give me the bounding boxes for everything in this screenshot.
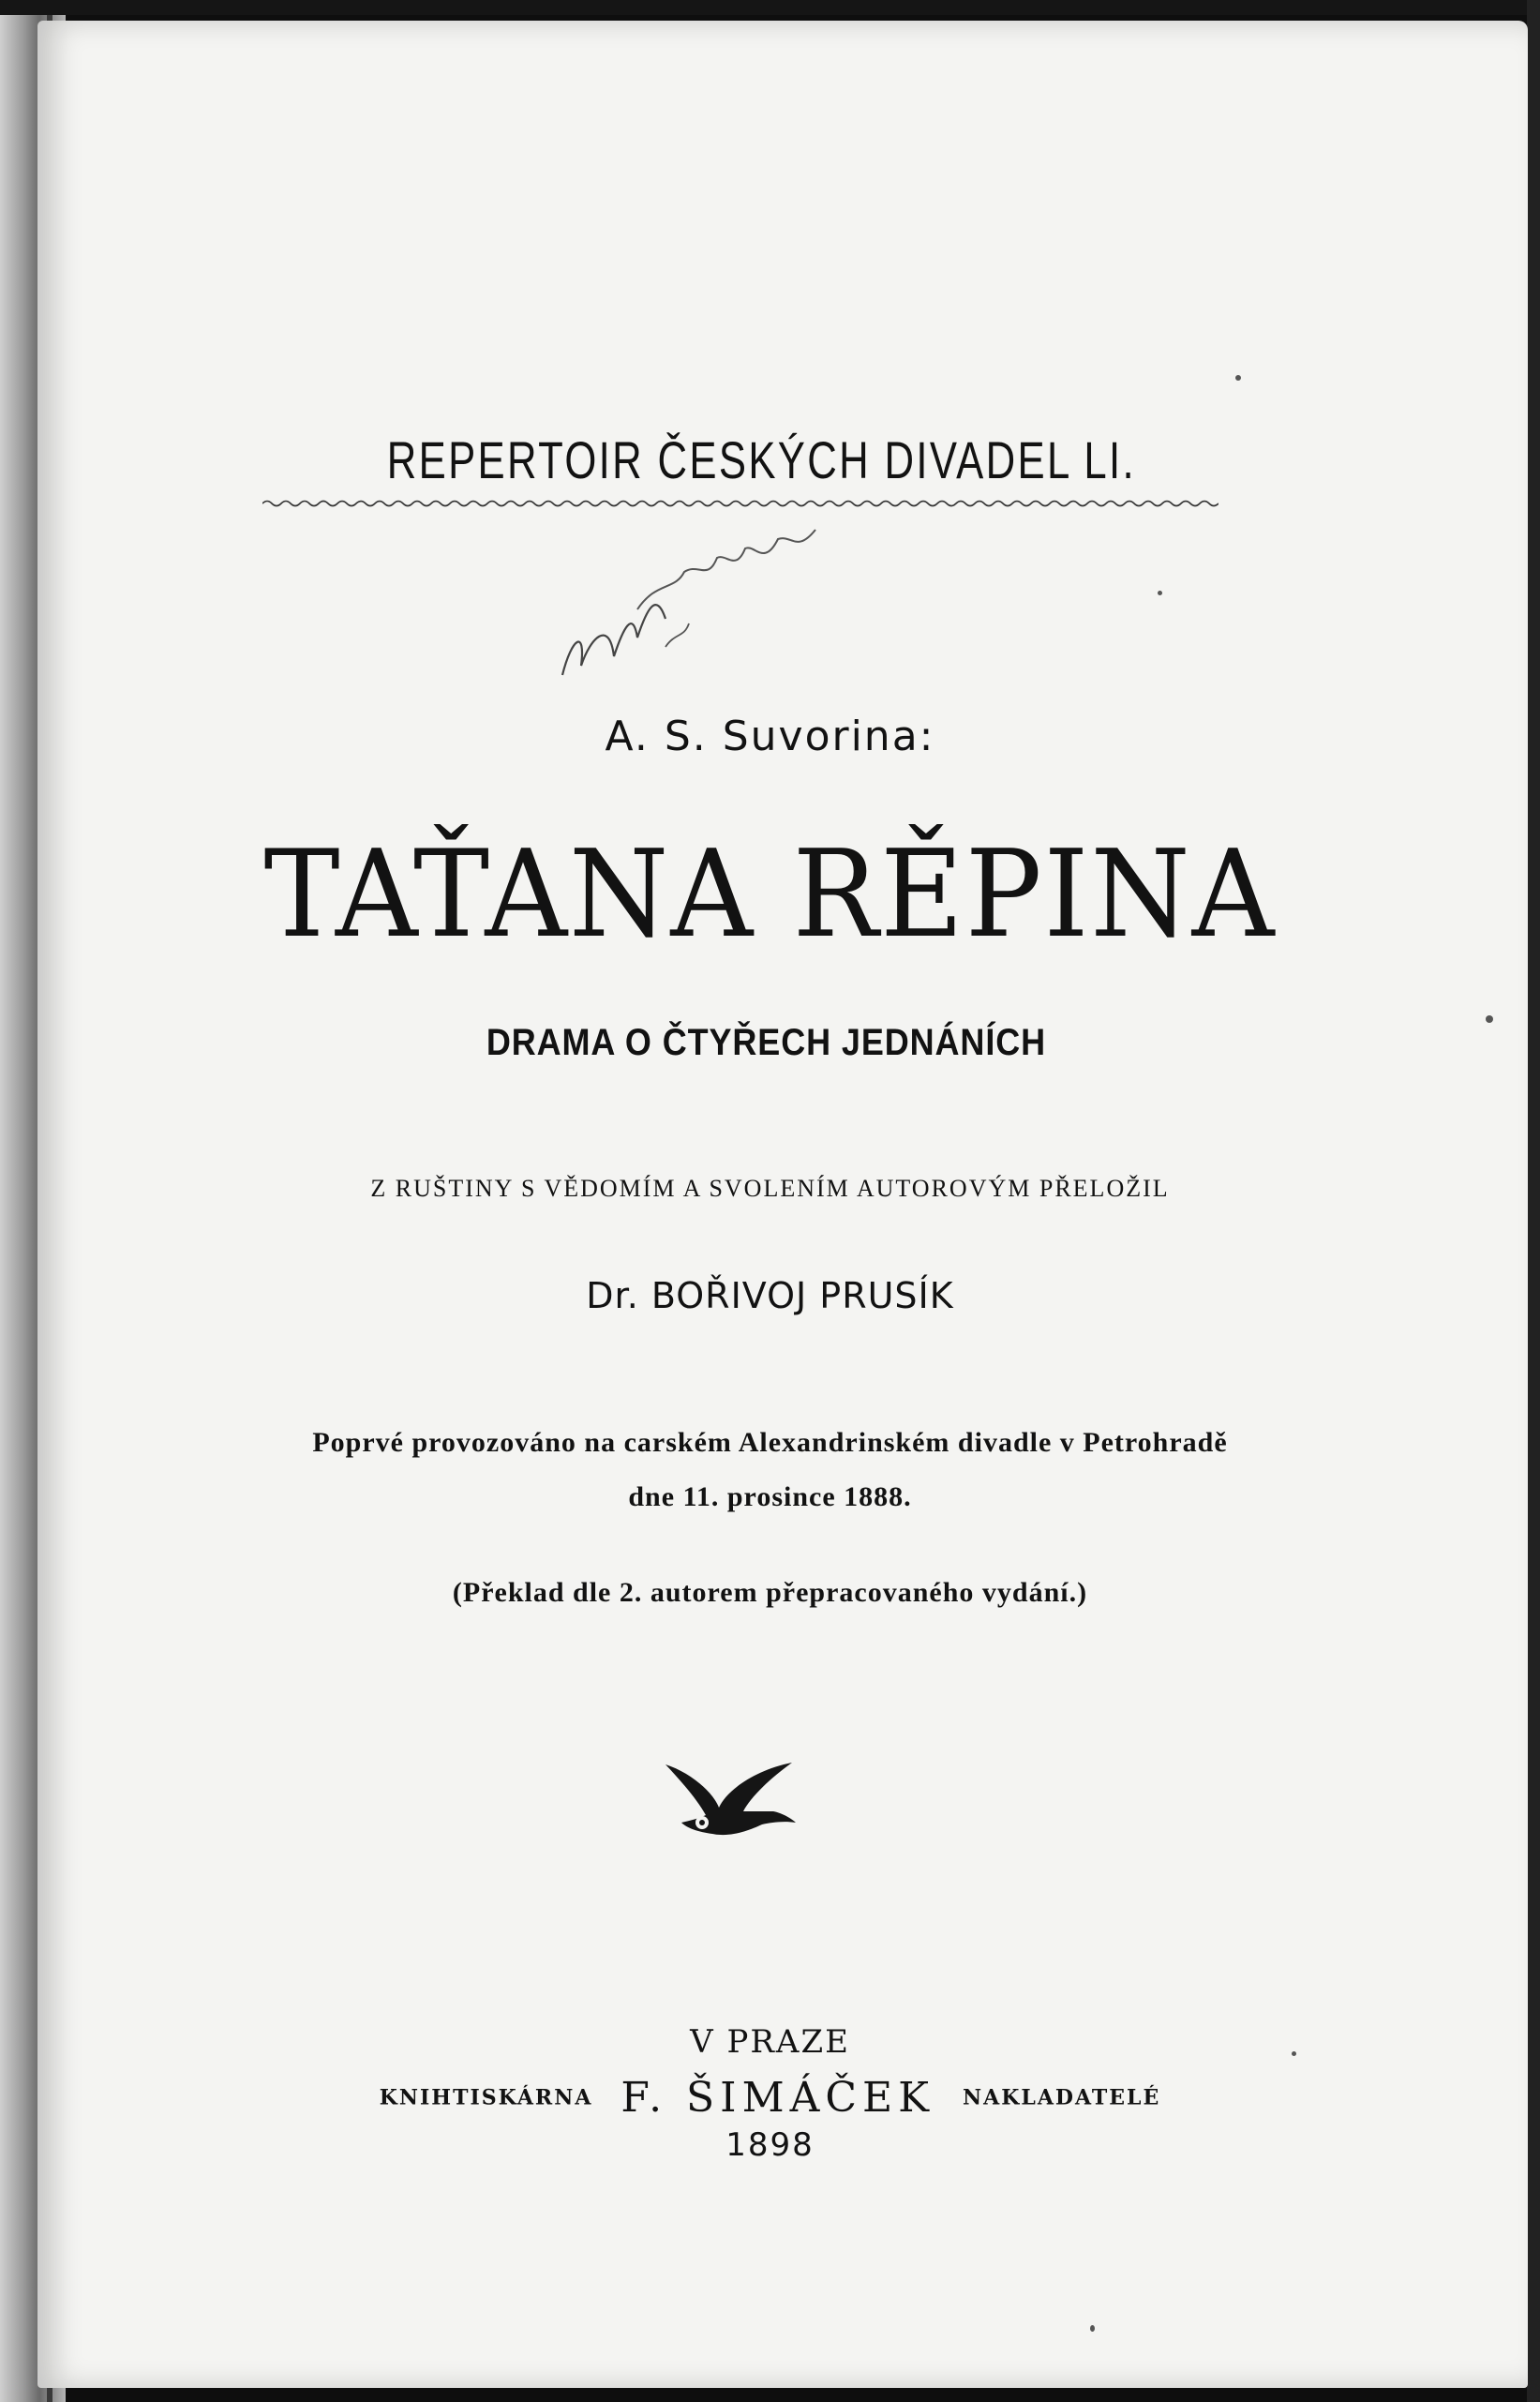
imprint-publisher-line <box>0 2074 1540 2122</box>
paper-speck <box>1235 375 1241 381</box>
bird-emblem-icon <box>661 1753 801 1847</box>
imprint-city: V PRAZE <box>690 2023 850 2061</box>
author-line: A. S. Suvorina: <box>605 713 935 760</box>
edition-note: (Překlad dle 2. autorem přepracovaného vydání.) <box>452 1577 1088 1608</box>
premiere-note-line1: Poprvé provozováno na carském Alexandrinském divadle v Petrohradě <box>312 1427 1228 1458</box>
page-title: TAŤANA RĚPINA <box>263 825 1277 965</box>
premiere-note-line2: dne 11. prosince 1888. <box>628 1481 912 1512</box>
genre-subtitle: DRAMA O ČTYŘECH JEDNÁNÍCH <box>486 1022 1047 1063</box>
translator-name: Dr. BOŘIVOJ PRUSÍK <box>586 1275 954 1316</box>
wavy-rule <box>262 497 1219 510</box>
scan-top-edge <box>0 0 1540 15</box>
imprint-year: 1898 <box>725 2126 815 2164</box>
imprint-publisher-name: F. ŠIMÁČEK <box>620 2074 935 2122</box>
paper-speck <box>1292 2051 1296 2056</box>
translation-note: Z RUŠTINY S VĚDOMÍM A SVOLENÍM AUTOROVÝM PŘELOŽIL <box>370 1175 1170 1202</box>
imprint-publisher-label: NAKLADATELÉ <box>963 2085 1161 2110</box>
paper-speck <box>1486 1015 1493 1023</box>
imprint-printer-label: KNIHTISKÁRNA <box>379 2085 593 2110</box>
series-heading: REPERTOIR ČESKÝCH DIVADEL LI. <box>386 430 1137 489</box>
handwritten-annotation <box>544 525 853 703</box>
paper-speck <box>1090 2325 1095 2332</box>
paper-speck <box>1158 591 1162 595</box>
